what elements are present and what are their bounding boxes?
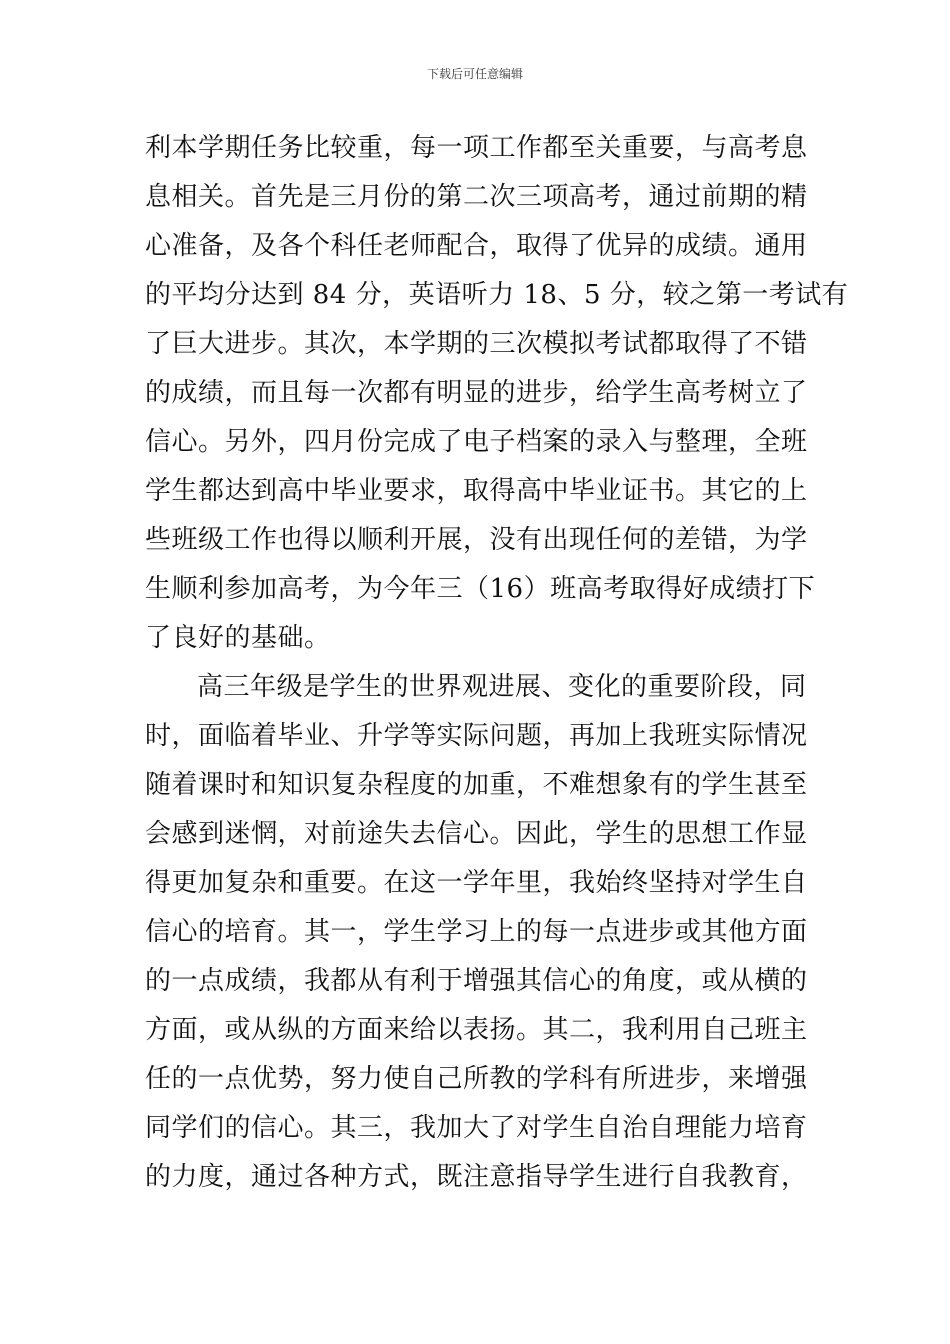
text-line: 的成绩，而且每一次都有明显的进步，给学生高考树立了	[145, 378, 808, 408]
text-line: 随着课时和知识复杂程度的加重，不难想象有的学生甚至	[145, 770, 808, 800]
text-line: 时，面临着毕业、升学等实际问题，再加上我班实际情况	[145, 721, 808, 751]
text-line: 生顺利参加高考，为今年三（16）班高考取得好成绩打下	[145, 574, 816, 604]
text-line: 高三年级是学生的世界观进展、变化的重要阶段，同	[197, 672, 807, 702]
text-line: 任的一点优势，努力使自己所教的学科有所进步，来增强	[145, 1064, 808, 1094]
text-line: 些班级工作也得以顺利开展，没有出现任何的差错，为学	[145, 525, 808, 555]
text-line: 的一点成绩，我都从有利于增强其信心的角度，或从横的	[145, 966, 808, 996]
document-body	[145, 124, 849, 1202]
text-line: 得更加复杂和重要。在这一学年里，我始终坚持对学生自	[145, 868, 808, 898]
paragraph-1	[145, 124, 849, 663]
text-line: 信心。另外，四月份完成了电子档案的录入与整理，全班	[145, 427, 808, 457]
text-line: 同学们的信心。其三，我加大了对学生自治自理能力培育	[145, 1113, 808, 1143]
text-line: 会感到迷惘，对前途失去信心。因此，学生的思想工作显	[145, 819, 808, 849]
paragraph-2	[145, 663, 810, 1202]
text-line: 息相关。首先是三月份的第二次三项高考，通过前期的精	[145, 182, 808, 212]
text-line: 的平均分达到 84 分，英语听力 18、5 分，较之第一考试有	[145, 280, 849, 310]
text-line: 了良好的基础。	[145, 623, 331, 653]
text-line: 心准备，及各个科任老师配合，取得了优异的成绩。通用	[145, 231, 808, 261]
text-line: 信心的培育。其一，学生学习上的每一点进步或其他方面	[145, 917, 808, 947]
text-line: 了巨大进步。其次，本学期的三次模拟考试都取得了不错	[145, 329, 808, 359]
text-line: 学生都达到高中毕业要求，取得高中毕业证书。其它的上	[145, 476, 808, 506]
text-line: 的力度，通过各种方式，既注意指导学生进行自我教育，	[145, 1162, 808, 1192]
page-header: 下载后可任意编辑	[426, 67, 523, 81]
text-line: 利本学期任务比较重，每一项工作都至关重要，与高考息	[145, 133, 808, 163]
text-line: 方面，或从纵的方面来给以表扬。其二，我利用自己班主	[145, 1015, 808, 1045]
